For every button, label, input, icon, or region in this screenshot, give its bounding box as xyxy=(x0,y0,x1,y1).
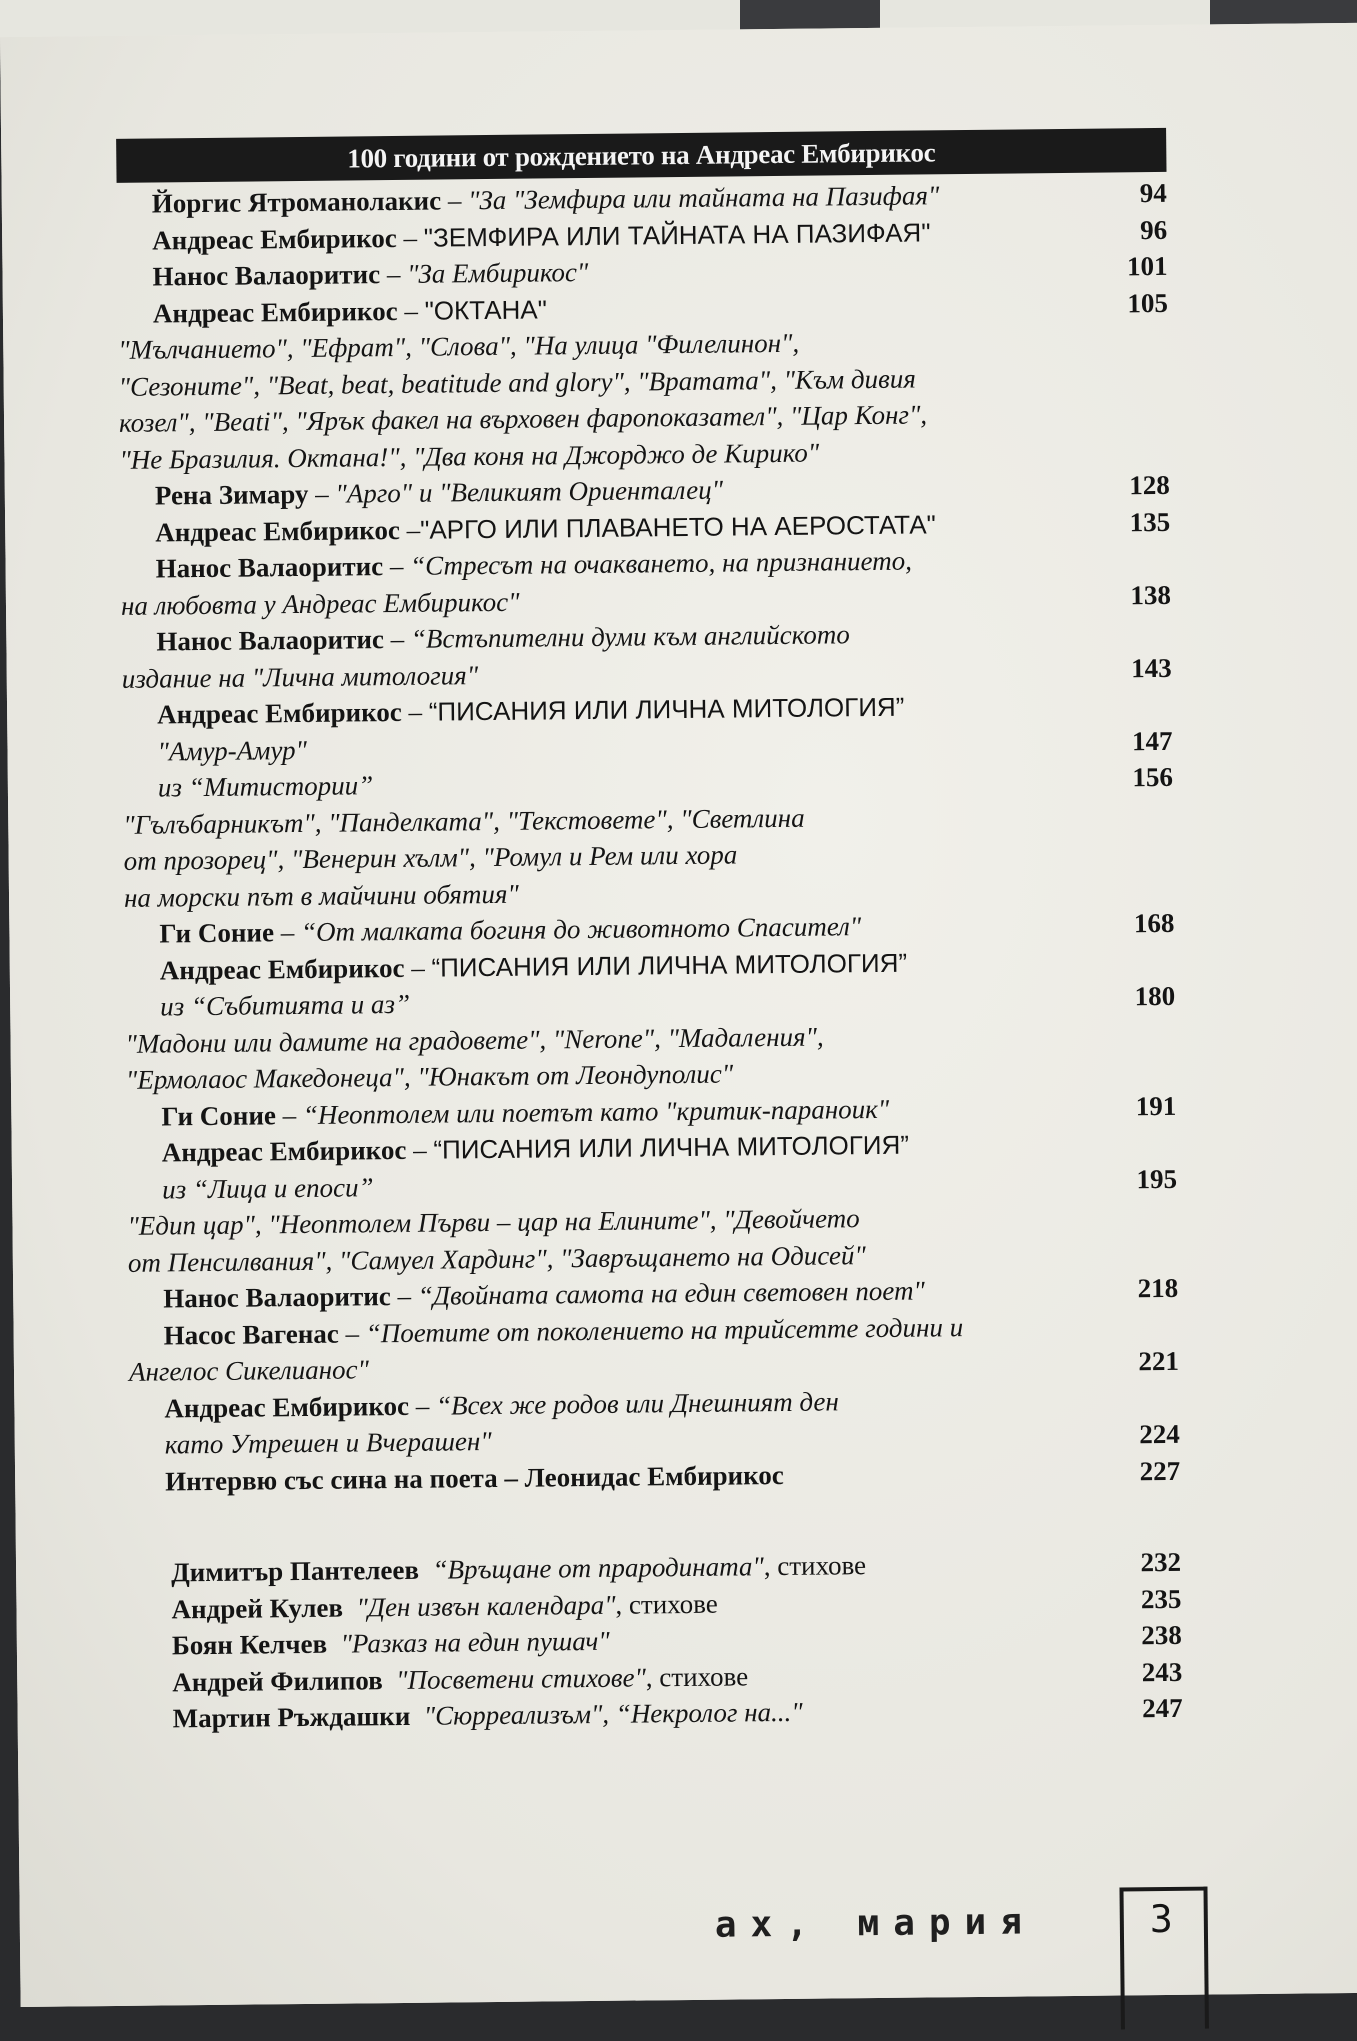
toc-page-number: 168 xyxy=(1133,907,1175,939)
toc-page-number: 218 xyxy=(1137,1272,1179,1304)
toc-entry-text xyxy=(158,767,374,805)
toc-page-number: 238 xyxy=(1141,1619,1182,1651)
author-name: Андреас Ембирикос xyxy=(152,295,398,329)
author-name: Насос Вагенас xyxy=(163,1318,339,1350)
entry-title: Ангелос Сикелианос" xyxy=(128,1354,370,1387)
toc-entry-text xyxy=(155,472,723,514)
author-name: Боян Келчев xyxy=(171,1628,328,1661)
entry-title: “ПИСАНИЯ ИЛИ ЛИЧНА МИТОЛОГИЯ” xyxy=(433,1129,910,1165)
book-page xyxy=(0,23,1357,2007)
author-name: Нанос Валаоритис xyxy=(163,1281,391,1314)
entry-title: "За Ембирикос" xyxy=(406,256,589,289)
poem-list-line: "Мълчанието", "Ефрат", "Слова", "На улица "Филелинон", xyxy=(118,327,800,365)
separator: – xyxy=(383,623,412,655)
entry-title: “Връщане от прародината" xyxy=(432,1551,764,1585)
author-name: Андреас Ембирикос xyxy=(159,952,405,985)
section-banner: 100 години от рождението на Андреас Ембирикос xyxy=(116,128,1166,183)
author-name: Димитър Пантелеев xyxy=(170,1554,420,1588)
toc-page-number: 143 xyxy=(1131,652,1172,683)
entry-title: "ОКТАНА" xyxy=(424,293,548,326)
author-name: Нанос Валаоритис xyxy=(152,259,381,292)
toc-entry-text xyxy=(157,731,307,769)
poem-list-line: от прозорец", "Венерин хълм", "Ромул и Рем или хора xyxy=(123,839,738,876)
poem-list-line: "Едип цар", "Неоптолем Първи – цар на Елините", "Девойчето xyxy=(127,1203,860,1241)
author-name: Андрей Филипов xyxy=(172,1664,383,1697)
toc-page-number: 94 xyxy=(1139,177,1167,209)
author-name: Андреас Ембирикос xyxy=(155,514,401,548)
separator: – xyxy=(440,185,469,216)
poem-list-line: "Ермолаос Македонеца", "Юнакът от Леондуполис" xyxy=(125,1058,734,1095)
toc-page-number: 101 xyxy=(1126,250,1168,282)
entry-title: из “Събитията и аз” xyxy=(160,988,411,1022)
author-name: Андреас Ембирикос xyxy=(161,1134,407,1168)
separator: – xyxy=(404,952,432,983)
entry-title: “От малката богиня до животното Спасител" xyxy=(300,911,862,948)
toc-page-number: 235 xyxy=(1140,1583,1182,1614)
entry-title: из “Лица и епоси” xyxy=(161,1171,374,1204)
author-name: Андрей Кулев xyxy=(171,1592,344,1624)
toc-entry-text xyxy=(126,1055,734,1097)
author-name: Йоргис Ятроманолакис xyxy=(151,185,442,219)
toc-page-number: 156 xyxy=(1132,761,1174,793)
toc-entry-text xyxy=(165,1456,784,1498)
poem-list-line: "Не Бразилия. Октана!", "Два коня на Джорджо де Кирико" xyxy=(119,437,820,475)
entry-title: “Всех же родов или Днешният ден xyxy=(435,1385,839,1421)
poem-list-line: "Сезоните", "Beat, beat, beatitude and glory", "Вратата", "Към дивия xyxy=(118,363,917,402)
author-name: Нанос Валаоритис xyxy=(155,551,384,584)
author-name: Андреас Ембирикос xyxy=(164,1390,410,1423)
toc-entry-text xyxy=(152,254,588,295)
entry-title: като Утрешен и Вчерашен" xyxy=(164,1426,492,1460)
separator: – xyxy=(383,550,411,582)
poem-list-line: "Гълъбарникът", "Панделката", "Текстовете", "Светлина xyxy=(123,802,805,840)
entry-suffix: , стихове xyxy=(763,1550,867,1582)
separator: – xyxy=(275,1099,304,1130)
entry-title: “Неоптолем или поетът като "критик-параноик" xyxy=(302,1093,890,1130)
toc-entry-text xyxy=(123,836,737,878)
entry-title: "Посветени стихове" xyxy=(396,1661,646,1695)
separator: – xyxy=(397,295,425,326)
separator: – xyxy=(396,222,424,253)
toc-entry-text xyxy=(153,291,547,331)
table-of-contents xyxy=(0,23,1357,2007)
toc-entry-text xyxy=(171,1585,718,1627)
toc-page-number: 191 xyxy=(1135,1090,1177,1121)
entry-title: на любовта у Андреас Ембирикос" xyxy=(120,586,520,621)
entry-title: "Ден извън календара" xyxy=(356,1589,616,1622)
entry-title: из “Митистории” xyxy=(157,770,374,803)
entry-title: "Амур-Амур" xyxy=(157,734,308,766)
entry-title: “Встъпителни думи към английското xyxy=(410,619,850,654)
toc-page-number: 221 xyxy=(1138,1345,1180,1377)
toc-entry-text xyxy=(162,1169,374,1207)
toc-page-number: 224 xyxy=(1139,1418,1180,1450)
entry-title: “ПИСАНИЯ ИЛИ ЛИЧНА МИТОЛОГИЯ” xyxy=(431,947,908,983)
entry-title: “Двойната самота на един световен поет" xyxy=(417,1275,925,1311)
poem-list-line: козел", "Beati", "Ярък факел на върховен фаропоказател", "Цар Конг", xyxy=(118,399,928,438)
toc-entry-text xyxy=(160,986,410,1025)
author-name: Мартин Ръждашки xyxy=(172,1700,411,1734)
entry-title: "Арго" и "Великият Ориенталец" xyxy=(335,474,724,509)
entry-title: Интервю със сина на поета – Леонидас Ембирикос xyxy=(165,1459,784,1496)
entry-title: “Поетите от поколението на трийсетте години и xyxy=(365,1311,964,1348)
author-name: Рена Зимару xyxy=(154,478,309,511)
separator: – xyxy=(379,258,408,290)
entry-title: "ЗЕМФИРА ИЛИ ТАЙНАТА НА ПАЗИФАЯ" xyxy=(423,216,931,253)
toc-page-number: 138 xyxy=(1130,579,1172,610)
separator: – xyxy=(408,1390,437,1421)
magazine-title: ах, мария xyxy=(714,1901,1037,1946)
toc-entry-text xyxy=(124,875,519,915)
toc-page-number: 128 xyxy=(1129,469,1170,501)
toc-page-number: 227 xyxy=(1139,1455,1181,1486)
toc-page-number: 180 xyxy=(1134,980,1176,1012)
toc-page-number: 195 xyxy=(1136,1163,1178,1194)
toc-entry-text xyxy=(122,657,479,697)
entry-title: “ПИСАНИЯ ИЛИ ЛИЧНА МИТОЛОГИЯ” xyxy=(428,691,905,727)
entry-title: "АРГО ИЛИ ПЛАВАНЕТО НА АЕРОСТАТА" xyxy=(419,508,936,545)
toc-entry-text xyxy=(121,583,520,623)
separator: – xyxy=(390,1280,418,1312)
separator: – xyxy=(338,1317,366,1349)
toc-entry-text xyxy=(172,1623,610,1664)
separator: – xyxy=(406,1134,434,1165)
entry-suffix: , стихове xyxy=(615,1588,718,1620)
entry-title: издание на "Лична митология" xyxy=(121,659,479,694)
toc-page-number: 247 xyxy=(1141,1692,1183,1724)
poem-list-line: на морски път в майчини обятия" xyxy=(123,878,519,913)
separator: – xyxy=(399,514,421,545)
poem-list-line: от Пенсилвания", "Самуел Хардинг", "Завръщането на Одисей" xyxy=(127,1239,866,1278)
toc-entry-text xyxy=(172,1694,802,1737)
entry-title: "За "Земфира или тайната на Пазифая" xyxy=(467,180,940,216)
toc-entry-text xyxy=(172,1658,748,1700)
author-name: Ги Соние xyxy=(161,1099,277,1131)
toc-page-number: 232 xyxy=(1140,1546,1182,1578)
poem-list-line: "Мадони или дамите на градовете", "Nerone", "Мадаления", xyxy=(125,1021,824,1059)
author-name: Андреас Ембирикос xyxy=(156,696,402,730)
toc-page-number: 96 xyxy=(1139,214,1168,245)
entry-title: "Разказ на един пушач" xyxy=(340,1625,610,1659)
author-name: Ги Соние xyxy=(159,917,275,949)
author-name: Нанос Валаоритис xyxy=(156,624,385,657)
separator: – xyxy=(401,696,429,727)
entry-suffix: , стихове xyxy=(645,1660,749,1692)
toc-page-number: 135 xyxy=(1129,506,1171,537)
toc-page-number: 243 xyxy=(1141,1656,1183,1687)
page-number: 3 xyxy=(1149,1896,1173,1942)
entry-title: "Сюрреализъм", “Некролог на..." xyxy=(423,1696,803,1731)
toc-entry-text xyxy=(129,1351,369,1390)
toc-page-number: 105 xyxy=(1127,287,1169,318)
entry-title: “Стресът на очакването, на признанието, xyxy=(410,545,913,581)
separator: – xyxy=(273,917,302,948)
author-name: Андреас Ембирикос xyxy=(152,222,397,256)
toc-entry-text xyxy=(165,1423,492,1462)
separator: – xyxy=(308,478,336,509)
toc-page-number: 147 xyxy=(1131,725,1173,756)
